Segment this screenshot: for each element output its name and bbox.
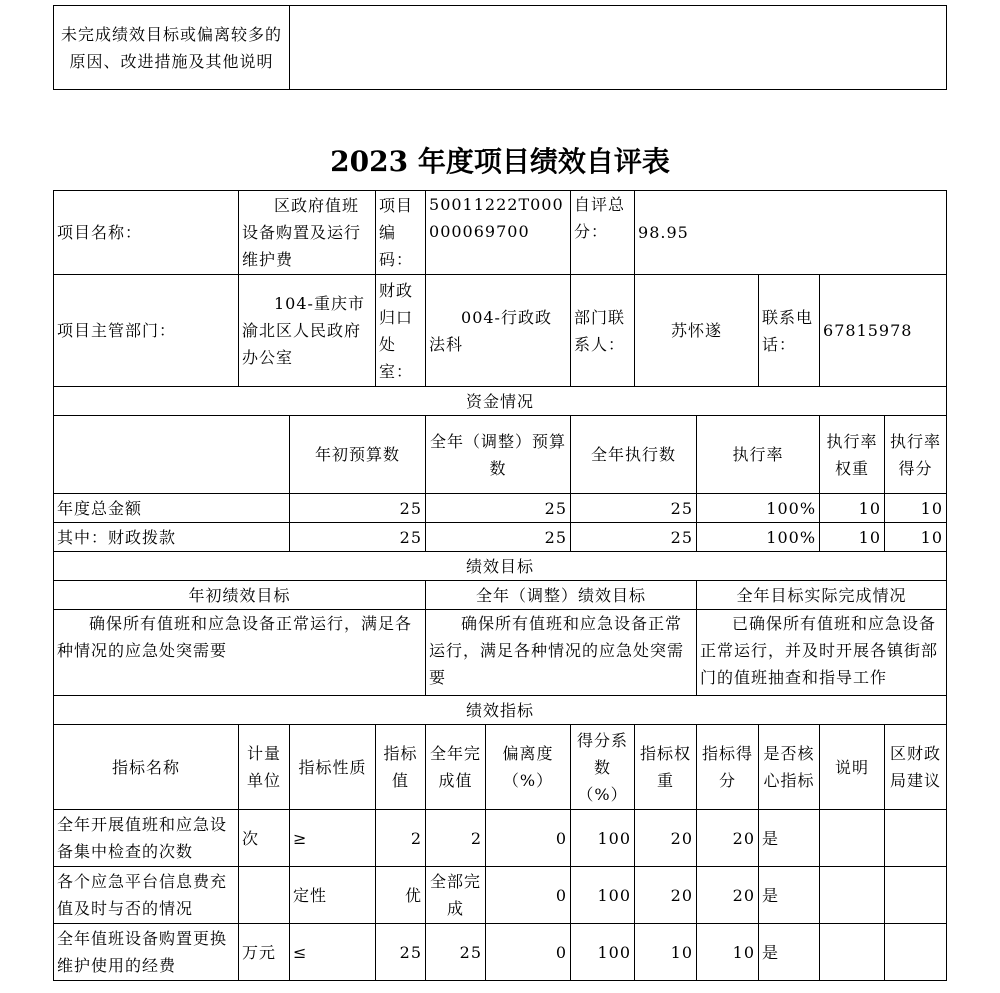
contact-person-label: 部门联系人： bbox=[571, 275, 635, 387]
dept-value: 104-重庆市渝北区人民政府办公室 bbox=[239, 275, 376, 387]
ind-cell-note bbox=[820, 924, 885, 981]
ind-cell-core: 是 bbox=[759, 867, 820, 924]
remarks-label: 未完成绩效目标或偏离较多的原因、改进措施及其他说明 bbox=[54, 6, 290, 90]
ind-cell-suggestion bbox=[885, 867, 947, 924]
finance-office-label: 财政归口处室： bbox=[376, 275, 426, 387]
ind-cell-suggestion bbox=[885, 810, 947, 867]
ind-cell-completed: 2 bbox=[426, 810, 486, 867]
phone-label: 联系电话： bbox=[759, 275, 820, 387]
funds-row-label: 年度总金额 bbox=[54, 494, 290, 523]
ind-cell-unit: 万元 bbox=[239, 924, 290, 981]
funds-header-rate-score: 执行率得分 bbox=[885, 416, 947, 494]
indicators-section-header: 绩效指标 bbox=[54, 696, 947, 725]
evaluation-table bbox=[53, 190, 947, 981]
funds-row-total bbox=[54, 494, 947, 523]
goal-adjusted-text: 确保所有值班和应急设备正常运行，满足各种情况的应急处突需要 bbox=[426, 610, 697, 696]
ind-cell-completed: 25 bbox=[426, 924, 486, 981]
ind-header-deviation: 偏离度（%） bbox=[486, 725, 571, 810]
goals-header-adjusted: 全年（调整）绩效目标 bbox=[426, 581, 697, 610]
ind-header-name: 指标名称 bbox=[54, 725, 239, 810]
ind-cell-score: 20 bbox=[697, 867, 759, 924]
ind-header-completed: 全年完成值 bbox=[426, 725, 486, 810]
ind-header-weight: 指标权重 bbox=[635, 725, 697, 810]
ind-cell-deviation: 0 bbox=[486, 810, 571, 867]
funds-header-initial-budget: 年初预算数 bbox=[290, 416, 426, 494]
funds-cell: 25 bbox=[426, 523, 571, 552]
remarks-value bbox=[290, 6, 947, 90]
project-name-value: 区政府值班设备购置及运行维护费 bbox=[239, 191, 376, 275]
phone-value: 67815978 bbox=[820, 275, 947, 387]
goals-header-actual: 全年目标实际完成情况 bbox=[697, 581, 947, 610]
ind-cell-nature: 定性 bbox=[290, 867, 376, 924]
ind-cell-name: 全年开展值班和应急设备集中检查的次数 bbox=[54, 810, 239, 867]
ind-header-nature: 指标性质 bbox=[290, 725, 376, 810]
ind-cell-note bbox=[820, 867, 885, 924]
ind-cell-completed: 全部完成 bbox=[426, 867, 486, 924]
ind-cell-nature: ≥ bbox=[290, 810, 376, 867]
funds-header-blank bbox=[54, 416, 290, 494]
funds-cell: 25 bbox=[571, 523, 697, 552]
ind-header-score: 指标得分 bbox=[697, 725, 759, 810]
ind-cell-core: 是 bbox=[759, 810, 820, 867]
ind-cell-unit bbox=[239, 867, 290, 924]
funds-header-adjusted-budget: 全年（调整）预算数 bbox=[426, 416, 571, 494]
ind-cell-target: 2 bbox=[376, 810, 426, 867]
funds-row-label: 其中：财政拨款 bbox=[54, 523, 290, 552]
ind-cell-deviation: 0 bbox=[486, 867, 571, 924]
goal-initial-text: 确保所有值班和应急设备正常运行，满足各种情况的应急处突需要 bbox=[54, 610, 426, 696]
ind-cell-score: 10 bbox=[697, 924, 759, 981]
ind-header-coefficient: 得分系数（%） bbox=[571, 725, 635, 810]
ind-cell-weight: 10 bbox=[635, 924, 697, 981]
funds-cell: 25 bbox=[290, 494, 426, 523]
funds-cell: 10 bbox=[820, 494, 885, 523]
contact-person-value: 苏怀遂 bbox=[635, 275, 759, 387]
remarks-table bbox=[53, 5, 947, 90]
funds-cell: 100% bbox=[697, 523, 820, 552]
ind-cell-deviation: 0 bbox=[486, 924, 571, 981]
project-code-label: 项目编码： bbox=[376, 191, 426, 275]
ind-header-core: 是否核心指标 bbox=[759, 725, 820, 810]
goals-header-initial: 年初绩效目标 bbox=[54, 581, 426, 610]
ind-header-suggestion: 区财政局建议 bbox=[885, 725, 947, 810]
indicator-row bbox=[54, 867, 947, 924]
funds-row-fiscal bbox=[54, 523, 947, 552]
ind-cell-coefficient: 100 bbox=[571, 810, 635, 867]
ind-cell-note bbox=[820, 810, 885, 867]
indicator-row bbox=[54, 924, 947, 981]
funds-section-header: 资金情况 bbox=[54, 387, 947, 416]
ind-cell-score: 20 bbox=[697, 810, 759, 867]
funds-header-rate-weight: 执行率权重 bbox=[820, 416, 885, 494]
ind-header-target: 指标值 bbox=[376, 725, 426, 810]
project-code-value: 50011222T000000069700 bbox=[426, 191, 571, 275]
ind-cell-coefficient: 100 bbox=[571, 867, 635, 924]
funds-cell: 10 bbox=[820, 523, 885, 552]
self-score-value: 98.95 bbox=[635, 191, 947, 275]
ind-cell-name: 各个应急平台信息费充值及时与否的情况 bbox=[54, 867, 239, 924]
indicator-row bbox=[54, 810, 947, 867]
ind-cell-weight: 20 bbox=[635, 867, 697, 924]
ind-cell-weight: 20 bbox=[635, 810, 697, 867]
funds-cell: 10 bbox=[885, 523, 947, 552]
ind-header-note: 说明 bbox=[820, 725, 885, 810]
ind-cell-nature: ≤ bbox=[290, 924, 376, 981]
ind-header-unit: 计量单位 bbox=[239, 725, 290, 810]
funds-cell: 10 bbox=[885, 494, 947, 523]
goals-section-header: 绩效目标 bbox=[54, 552, 947, 581]
dept-label: 项目主管部门： bbox=[54, 275, 239, 387]
funds-cell: 25 bbox=[571, 494, 697, 523]
finance-office-value: 004-行政政法科 bbox=[426, 275, 571, 387]
ind-cell-core: 是 bbox=[759, 924, 820, 981]
self-score-label: 自评总分： bbox=[571, 191, 635, 275]
ind-cell-unit: 次 bbox=[239, 810, 290, 867]
goal-actual-text: 已确保所有值班和应急设备正常运行，并及时开展各镇街部门的值班抽查和指导工作 bbox=[697, 610, 947, 696]
funds-header-execution-rate: 执行率 bbox=[697, 416, 820, 494]
ind-cell-target: 25 bbox=[376, 924, 426, 981]
ind-cell-coefficient: 100 bbox=[571, 924, 635, 981]
funds-cell: 25 bbox=[426, 494, 571, 523]
ind-cell-suggestion bbox=[885, 924, 947, 981]
ind-cell-name: 全年值班设备购置更换维护使用的经费 bbox=[54, 924, 239, 981]
funds-cell: 100% bbox=[697, 494, 820, 523]
funds-cell: 25 bbox=[290, 523, 426, 552]
page-title: 2023 年度项目绩效自评表 bbox=[330, 145, 670, 178]
ind-cell-target: 优 bbox=[376, 867, 426, 924]
funds-header-executed: 全年执行数 bbox=[571, 416, 697, 494]
project-name-label: 项目名称： bbox=[54, 191, 239, 275]
